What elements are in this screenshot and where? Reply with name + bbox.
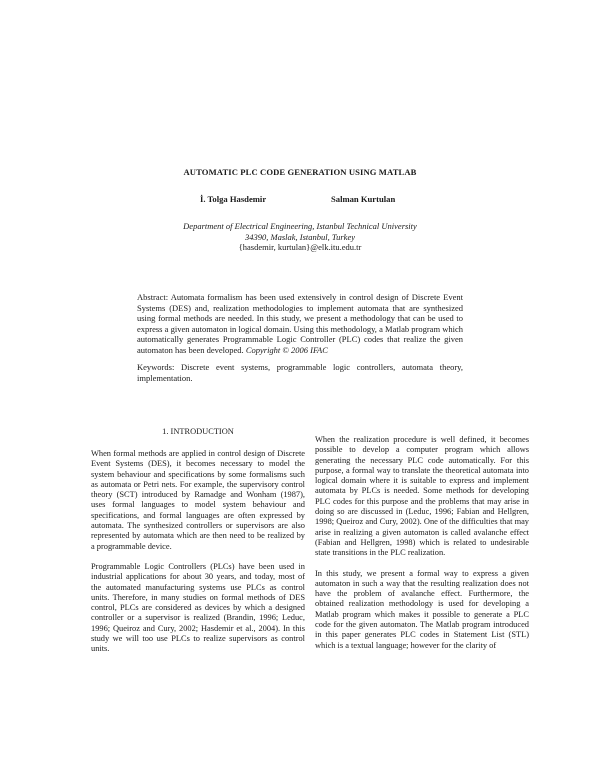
paragraph: When formal methods are applied in control design of Discrete Event Systems (DES), it becomes necessary to model the system behaviour and specifications by some formalisms such as automata or Petri nets. For example, the supervisory control theory (SCT) introduced by Ramadge and Wonham (1987), uses formal languages to model system behaviour and specifications, and formal languages are often expressed by automata. The synthesized controllers or supervisors are also represented by automata which are then need to be realized by a programmable device. (91, 449, 305, 551)
right-column (315, 435, 529, 661)
affiliation-block (0, 221, 600, 253)
copyright-notice: Copyright © 2006 IFAC (245, 344, 328, 355)
address: 34390, Maslak, Istanbul, Turkey (244, 231, 356, 242)
paragraph: When the realization procedure is well defined, it becomes possible to develop a computer program which allows generating the necessary PLC code automatically. For this purpose, a formal way to translate the theoretical automata into logical domain where it is suitable to express and implement automata by PLCs is needed. Some methods for developing PLC codes for this purpose and the problems that may arise in doing so are discussed in (Leduc, 1996; Fabian and Hellgren, 1998; Queiroz and Cury, 2002). One of the difficulties that may arise in realizing a given automaton is called avalanche effect (Fabian and Hellgren, 1998) which is related to undesirable state transitions in the PLC realization. (315, 435, 529, 558)
department: Department of Electrical Engineering, Istanbul Technical University (183, 221, 417, 231)
section-heading: 1. INTRODUCTION (162, 427, 234, 436)
email: {hasdemir, kurtulan}@elk.itu.edu.tr (238, 242, 362, 253)
paragraph: Programmable Logic Controllers (PLCs) have been used in industrial applications for about 30 years, and today, most of the automated manufacturing systems use PLCs as control units. Therefore, in many studies on formal methods of DES control, PLCs are considered as devices by which a designed controller or a supervisor is realized (Brandin, 1996; Leduc, 1996; Queiroz and Cury, 2002; Hasdemir et al., 2004). In this study we will too use PLCs to realize supervisors as control units. (91, 561, 305, 654)
author-name: Salman Kurtulan (331, 194, 396, 204)
author-name: İ. Tolga Hasdemir (200, 194, 267, 204)
paragraph: In this study, we present a formal way to express a given automaton in such a way that the resulting realization does not have the problem of avalanche effect. Furthermore, the obtained realization methodology is used for developing a Matlab program which makes it possible to generate a PLC code for the given automaton. The Matlab program introduced in this paper generates PLC codes in Statement List (STL) which is a textual language; however for the clarity of (315, 568, 529, 650)
abstract (137, 292, 463, 355)
paper-title: AUTOMATIC PLC CODE GENERATION USING MATLAB (183, 167, 417, 177)
abstract-body: Abstract: Automata formalism has been used extensively in control design of Discrete Event Systems (DES) and, realization methodologies to implement automata that are synthesized using formal methods are needed. In this study, we present a methodology that can be used to express a given automaton in logical domain. Using this methodology, a Matlab program which automatically generates Programmable Logic Controller (PLC) codes that realize the given automaton has been developed. (137, 292, 463, 355)
left-column (91, 449, 305, 665)
keywords: Keywords: Discrete event systems, programmable logic controllers, automata theory, implementation. (137, 362, 463, 383)
